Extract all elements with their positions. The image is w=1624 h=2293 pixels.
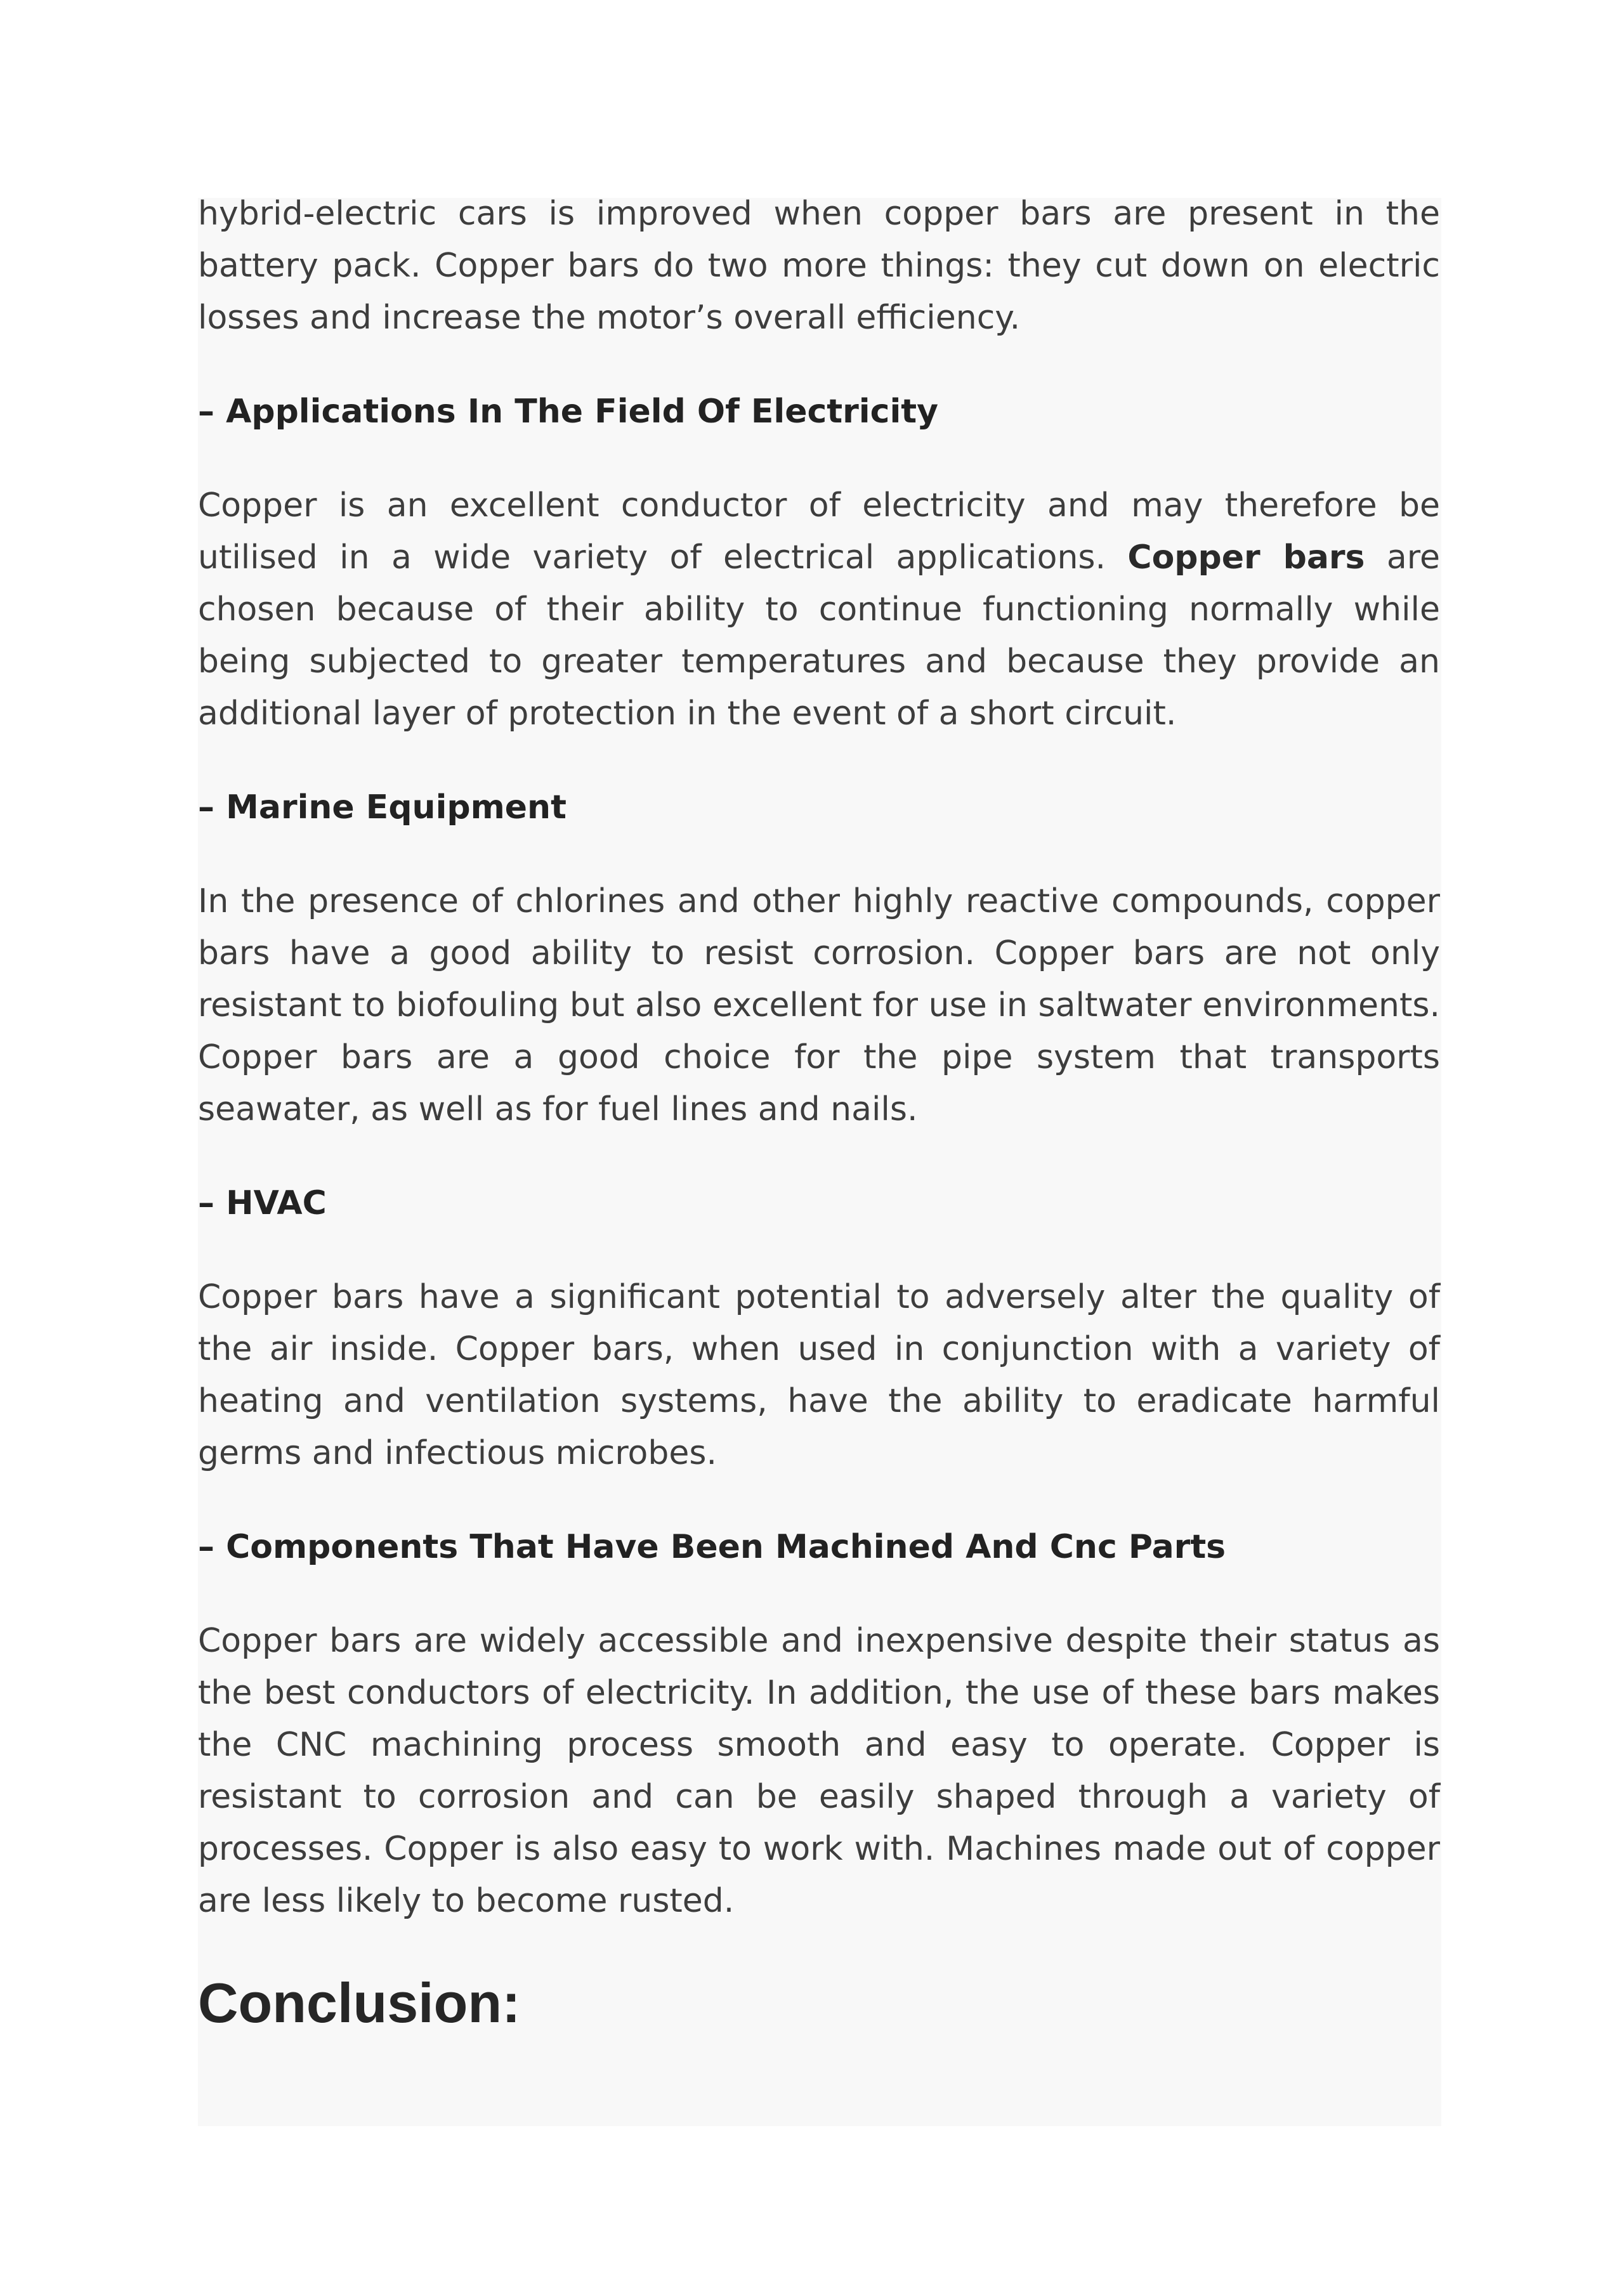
intro-paragraph: hybrid-electric cars is improved when copper bars are present in the battery pack. Copper bars do two more things: they cut down on electric losses and increase the motor’s overall efficiency. — [198, 195, 1440, 337]
paragraph-hvac: Copper bars have a significant potential to adversely alter the quality of the air inside. Copper bars, when used in conjunction with a variety of heating and ventilation systems, have the ability to eradicate harmful germs and infectious microbes. — [198, 1278, 1440, 1472]
article-body — [198, 188, 1440, 2035]
conclusion-heading: Conclusion: — [198, 1971, 521, 2034]
heading-machined-cnc-parts: – Components That Have Been Machined And Cnc Parts — [198, 1528, 1226, 1566]
paragraph-marine-equipment: In the presence of chlorines and other highly reactive compounds, copper bars have a good ability to resist corrosion. Copper bars are not only resistant to biofouling but also excellent for use in saltwater environments. Copper bars are a good choice for the pipe system that transports seawater, as well as for fuel lines and nails. — [198, 882, 1440, 1128]
paragraph-electricity-text-2: are chosen because of their ability to continue functioning normally while being subjected to greater temperatures and because they provide an additional layer of protection in the event of a short circuit. — [198, 539, 1440, 733]
paragraph-machined-cnc-parts: Copper bars are widely accessible and inexpensive despite their status as the best conductors of electricity. In addition, the use of these bars makes the CNC machining process smooth and easy to operate. Copper is resistant to corrosion and can be easily shaped through a variety of processes. Copper is also easy to work with. Machines made out of copper are less likely to become rusted. — [198, 1622, 1440, 1920]
heading-marine-equipment: – Marine Equipment — [198, 788, 566, 826]
heading-hvac: – HVAC — [198, 1184, 327, 1222]
paragraph-electricity-applications — [198, 480, 1440, 740]
copper-bars-bold: Copper bars — [1127, 539, 1365, 577]
heading-electricity-applications: – Applications In The Field Of Electricity — [198, 393, 939, 431]
paragraph-electricity-text-1: Copper is an excellent conductor of electricity and may therefore be utilised in a wide variety of electrical applications. — [198, 487, 1440, 577]
